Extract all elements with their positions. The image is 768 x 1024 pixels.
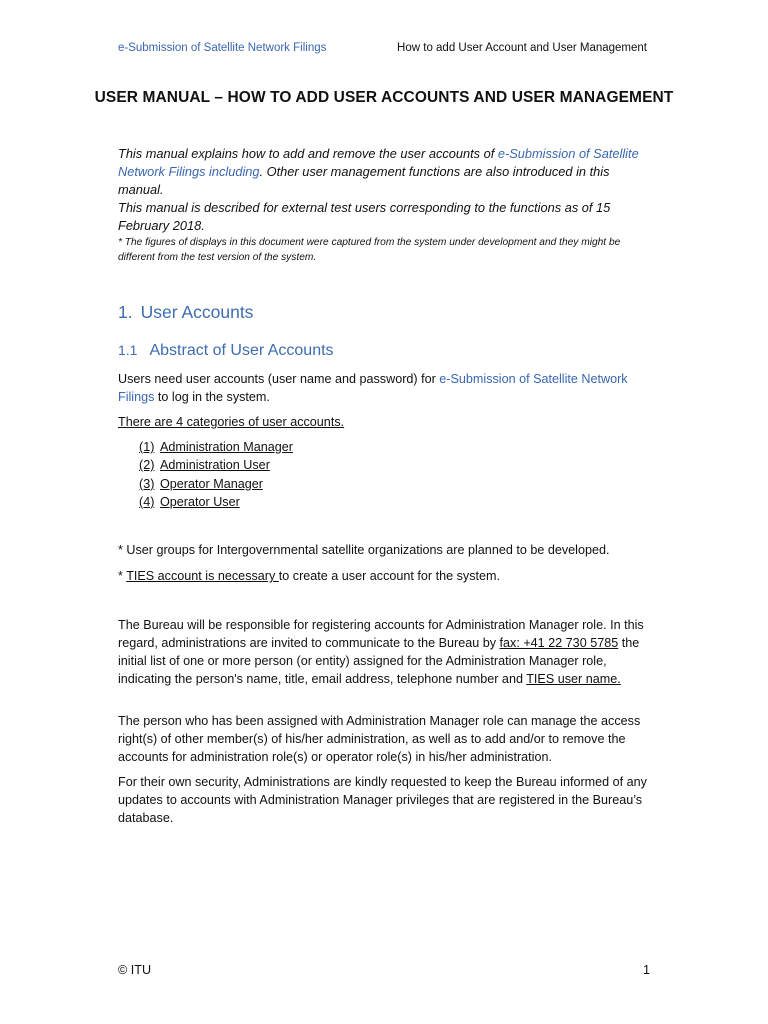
subsection-heading-abstract xyxy=(118,342,334,360)
page-title: USER MANUAL – HOW TO ADD USER ACCOUNTS AND USER MANAGEMENT xyxy=(94,89,674,106)
fax-number: fax: +41 22 730 5785 xyxy=(499,636,619,650)
paragraph-text: Users need user accounts (user name and password) for xyxy=(118,372,440,386)
intro-text-rest: . Other user management functions are also introduced in this manual. xyxy=(118,164,610,197)
list-number: (4) xyxy=(139,494,155,509)
intro-block xyxy=(118,145,653,265)
system-link[interactable]: e-Submission of Satellite Network Filings xyxy=(118,372,628,404)
section-title: User Accounts xyxy=(140,302,254,322)
note-ties-underlined: TIES account is necessary xyxy=(126,569,279,583)
paragraph-bureau-registration xyxy=(118,616,653,688)
paragraph-text-rest: the initial list of one or more person (or entity) assigned for the Administration Manager role, indicating the person's name, title, email address, telephone number and xyxy=(118,636,640,686)
intro-system-link[interactable]: e-Submission of Satellite Network Filings including xyxy=(118,146,639,179)
paragraph-text: The Bureau will be responsible for registering accounts for Administration Manager role. In this regard, administrations are invited to communicate to the Bureau by xyxy=(118,618,644,650)
list-number: (1) xyxy=(139,440,155,454)
list-item xyxy=(139,456,293,474)
categories-intro-text: There are 4 categories of user accounts. xyxy=(118,415,345,429)
note-ties-account xyxy=(118,567,653,585)
paragraph-security xyxy=(118,773,653,827)
list-number: (3) xyxy=(139,476,155,491)
note-ties-rest: to create a user account for the system. xyxy=(278,569,500,583)
intro-paragraph-2: This manual is described for external test users corresponding to the functions as of 15 February 2018. xyxy=(118,200,611,233)
section-number: 1. xyxy=(118,302,133,322)
list-item xyxy=(139,493,293,511)
note-user-groups-text: * User groups for Intergovernmental satellite organizations are planned to be developed. xyxy=(118,543,610,557)
paragraph-manager-role xyxy=(118,712,653,766)
paragraph-users-need-accounts xyxy=(118,370,653,406)
list-label: Operator Manager xyxy=(160,476,263,491)
subsection-title: Abstract of User Accounts xyxy=(149,342,334,359)
list-label: Administration Manager xyxy=(160,440,293,454)
footer-copyright: © ITU xyxy=(118,963,152,977)
ties-user-name: TIES user name. xyxy=(526,672,621,686)
note-user-groups xyxy=(118,541,653,559)
list-label: Administration User xyxy=(160,458,270,473)
note-prefix: * xyxy=(118,569,127,583)
list-item xyxy=(139,438,293,456)
page-number: 1 xyxy=(642,963,650,977)
list-number: (2) xyxy=(139,458,155,473)
intro-paragraph-1 xyxy=(118,145,653,199)
paragraph-security-text: For their own security, Administrations are kindly requested to keep the Bureau informed of any updates to accounts with Administration Manager privileges that are registered in the Bureau’s database. xyxy=(118,775,647,825)
categories-list xyxy=(139,438,293,511)
list-item xyxy=(139,475,293,493)
intro-note: * The figures of displays in this document were captured from the system under development and they might be different from the test version of the system. xyxy=(118,237,621,263)
paragraph-text-rest: to log in the system. xyxy=(154,390,270,404)
paragraph-manager-text: The person who has been assigned with Administration Manager role can manage the access right(s) of other member(s) of his/her administration, as well as to add and/or to remove the accounts for administration role(s) or operator role(s) in his/her administration. xyxy=(118,714,641,764)
subsection-number: 1.1 xyxy=(118,342,138,358)
header-section-title: How to add User Account and User Management xyxy=(397,42,647,54)
list-label: Operator User xyxy=(160,494,240,509)
intro-text: This manual explains how to add and remove the user accounts of xyxy=(118,146,498,161)
categories-intro xyxy=(118,413,653,431)
header-doc-title: e-Submission of Satellite Network Filings xyxy=(118,42,327,54)
section-heading-user-accounts xyxy=(118,302,253,323)
